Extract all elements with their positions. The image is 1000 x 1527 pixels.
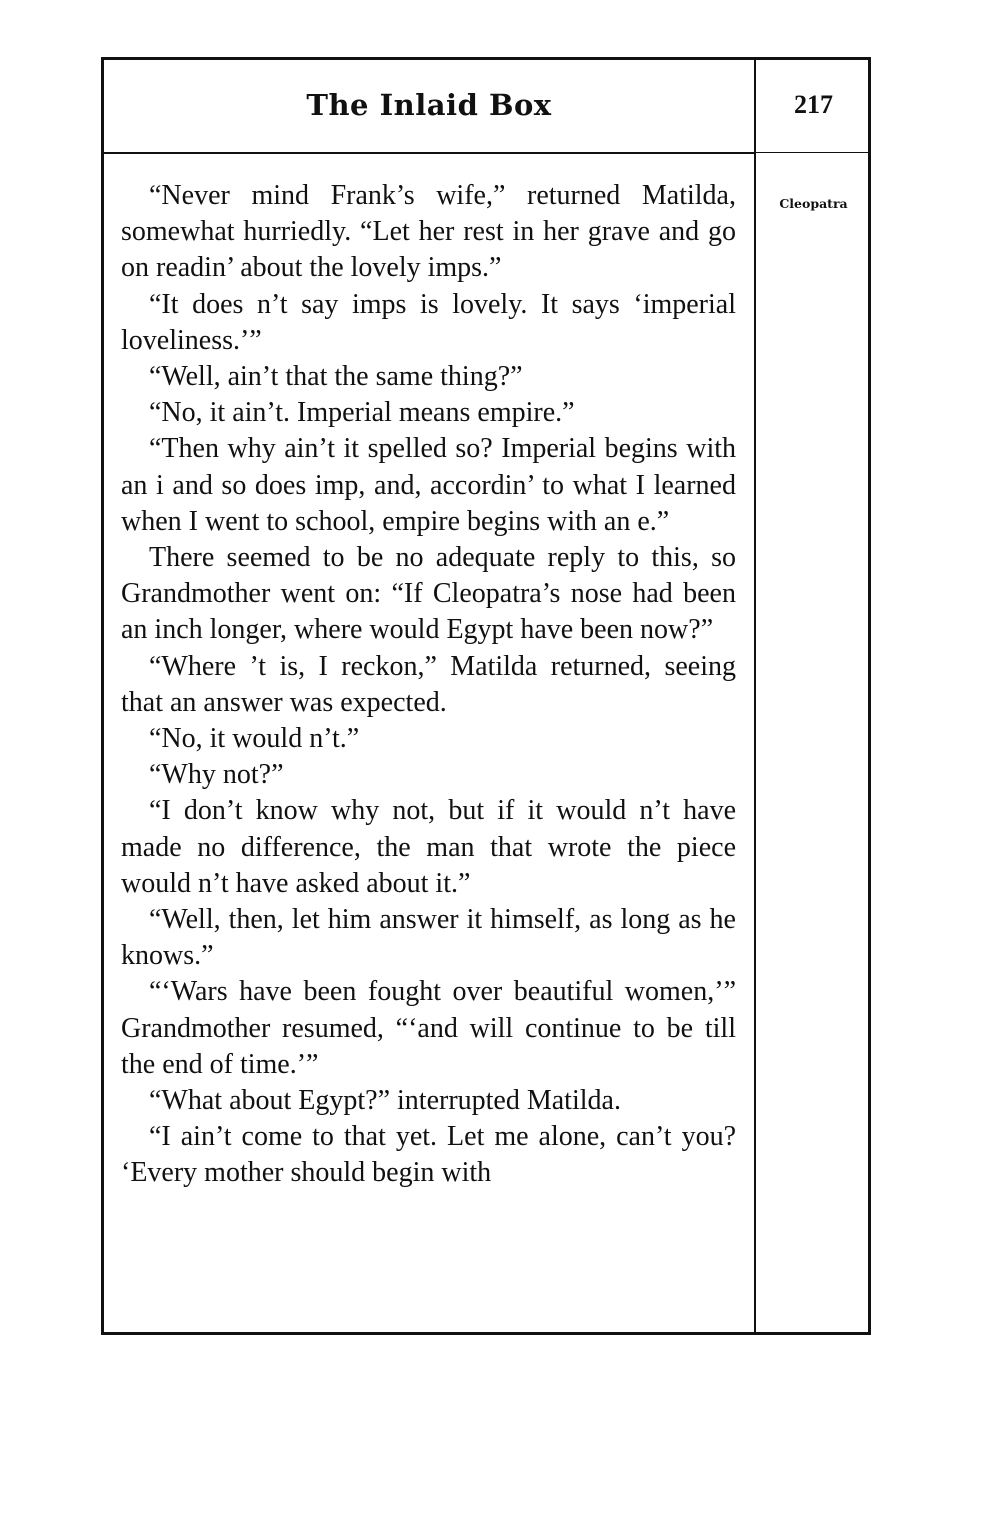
- body-text: [121, 178, 736, 1192]
- header-divider: [104, 152, 754, 154]
- paragraph: “Well, then, let him answer it himself, as long as he knows.”: [121, 904, 736, 972]
- paragraph: “Well, ain’t that the same thing?”: [149, 361, 523, 393]
- paragraph: “It does n’t say imps is lovely. It says ‘imperial loveliness.’”: [121, 288, 736, 356]
- paragraph: “What about Egypt?” interrupted Matilda.: [149, 1085, 621, 1117]
- paragraph: “Never mind Frank’s wife,” returned Matilda, somewhat hurriedly. “Let her rest in her grave and go on readin’ about the lovely imps.”: [121, 180, 736, 284]
- paragraph: “Where ’t is, I reckon,” Matilda returned, seeing that an answer was expected.: [121, 650, 736, 718]
- paragraph: “No, it would n’t.”: [149, 723, 360, 755]
- paragraph: “‘Wars have been fought over beautiful women,’” Grandmother resumed, “‘and will continue to be till the end of time.’”: [121, 976, 736, 1080]
- margin-note: Cleopatra: [779, 196, 848, 211]
- paragraph: “I ain’t come to that yet. Let me alone, can’t you? ‘Every mother should begin with: [121, 1121, 736, 1189]
- paragraph: “Then why ain’t it spelled so? Imperial begins with an i and so does imp, and, accordin’ to what I learned when I went to school, empire begins with an e.”: [121, 433, 736, 537]
- margin-header-divider: [756, 152, 871, 153]
- running-title: The Inlaid Box: [306, 88, 552, 122]
- column-divider: [754, 60, 756, 1332]
- paragraph: “I don’t know why not, but if it would n’t have made no difference, the man that wrote the piece would n’t have asked about it.”: [121, 795, 736, 899]
- page-frame: [101, 57, 871, 1335]
- paragraph: “Why not?”: [149, 759, 284, 791]
- page-number: 217: [794, 90, 833, 119]
- paragraph: There seemed to be no adequate reply to this, so Grandmother went on: “If Cleopatra’s nose had been an inch longer, where would Egypt have been now?”: [121, 542, 736, 646]
- paragraph: “No, it ain’t. Imperial means empire.”: [149, 397, 575, 429]
